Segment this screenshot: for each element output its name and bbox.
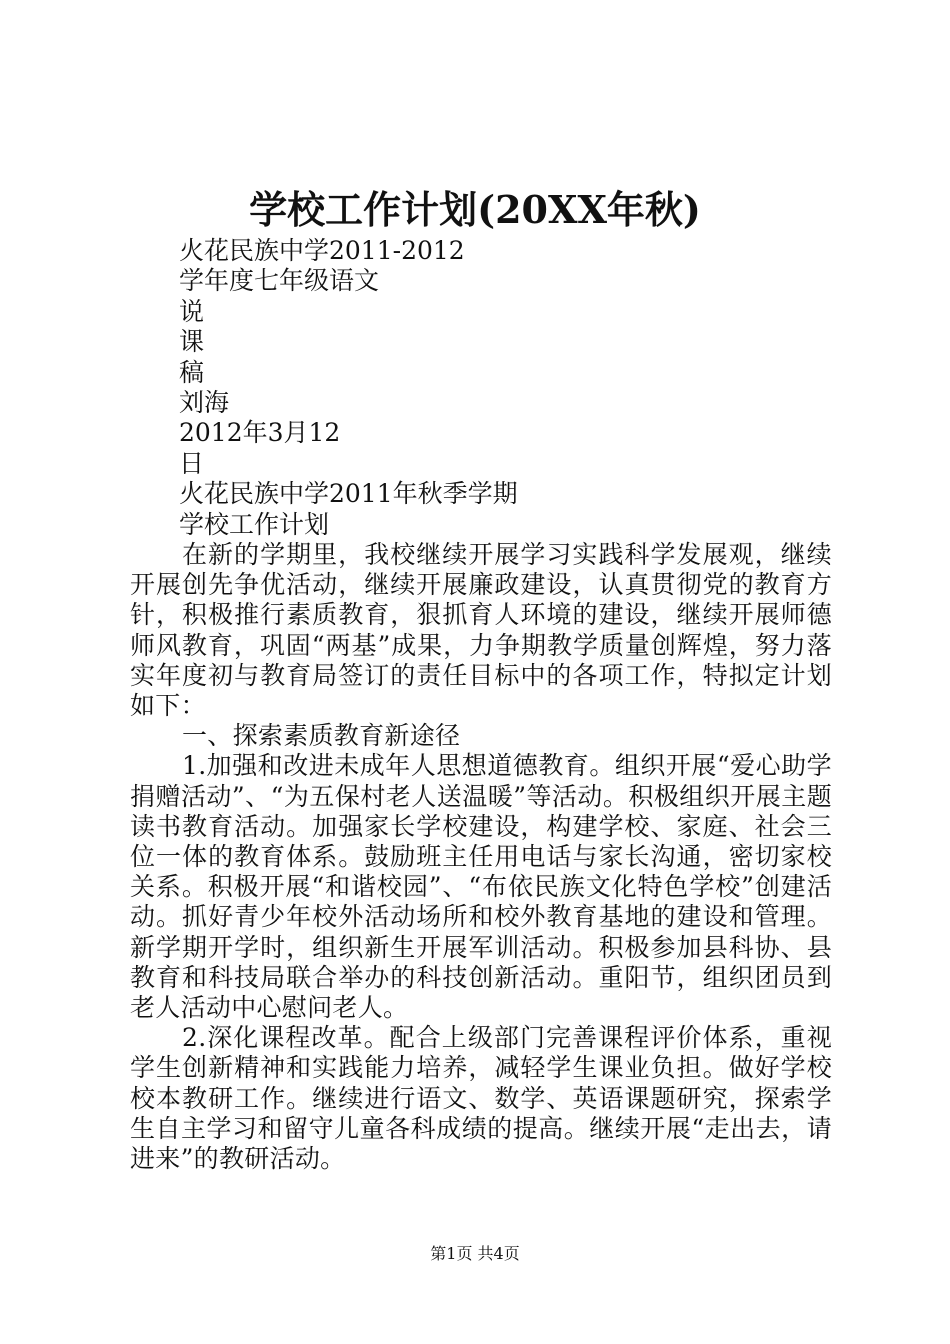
heading-line: 学校工作计划 [179,509,330,539]
heading-line: 稿 [179,357,205,387]
heading-line: 火花民族中学2011年秋季学期 [179,479,518,509]
heading-line: 火花民族中学2011-2012 [179,236,465,265]
heading-line: 课 [179,327,205,357]
page-footer: 第1页 共4页 [430,1244,520,1263]
intro-paragraph: 在新的学期里，我校继续开展学习实践科学发展观，继续开展创先争优活动，继续开展廉政建设，认真贯彻党的教育方针，积极推行素质教育，狠抓育人环境的建设，继续开展师德师风教育，巩固“两基”成果，力争期教学质量创辉煌，努力落实年度初与教育局签订的责任目标中的各项工作，特拟定计划如下： [130,540,832,721]
section-heading: 一、探索素质教育新途径 [182,721,461,751]
heading-line: 2012年3月12 [179,418,341,448]
body-paragraph: 1.加强和改进未成年人思想道德教育。组织开展“爱心助学捐赠活动”、“为五保村老人送温暖”等活动。积极组织开展主题读书教育活动。加强家长学校建设，构建学校、家庭、社会三位一体的教育体系。鼓励班主任用电话与家长沟通，密切家校关系。积极开展“和谐校园”、“布依民族文化特色学校”创建活动。抓好青少年校外活动场所和校外教育基地的建设和管理。新学期开学时，组织新生开展军训活动。积极参加县科协、县教育和科技局联合举办的科技创新活动。重阳节，组织团员到老人活动中心慰问老人。 [130,751,832,1023]
heading-line: 说 [179,296,205,326]
body-text [130,540,832,1174]
heading-block [179,236,879,540]
heading-line: 刘海 [179,387,230,417]
heading-line: 学年度七年级语文 [179,266,380,296]
heading-line: 日 [179,448,205,478]
body-paragraph: 2.深化课程改革。配合上级部门完善课程评价体系，重视学生创新精神和实践能力培养，减轻学生课业负担。做好学校校本教研工作。继续进行语文、数学、英语课题研究，探索学生自主学习和留守儿童各科成绩的提高。继续开展“走出去，请进来”的教研活动。 [130,1023,832,1174]
document-title: 学校工作计划(20XX年秋) [249,187,701,232]
